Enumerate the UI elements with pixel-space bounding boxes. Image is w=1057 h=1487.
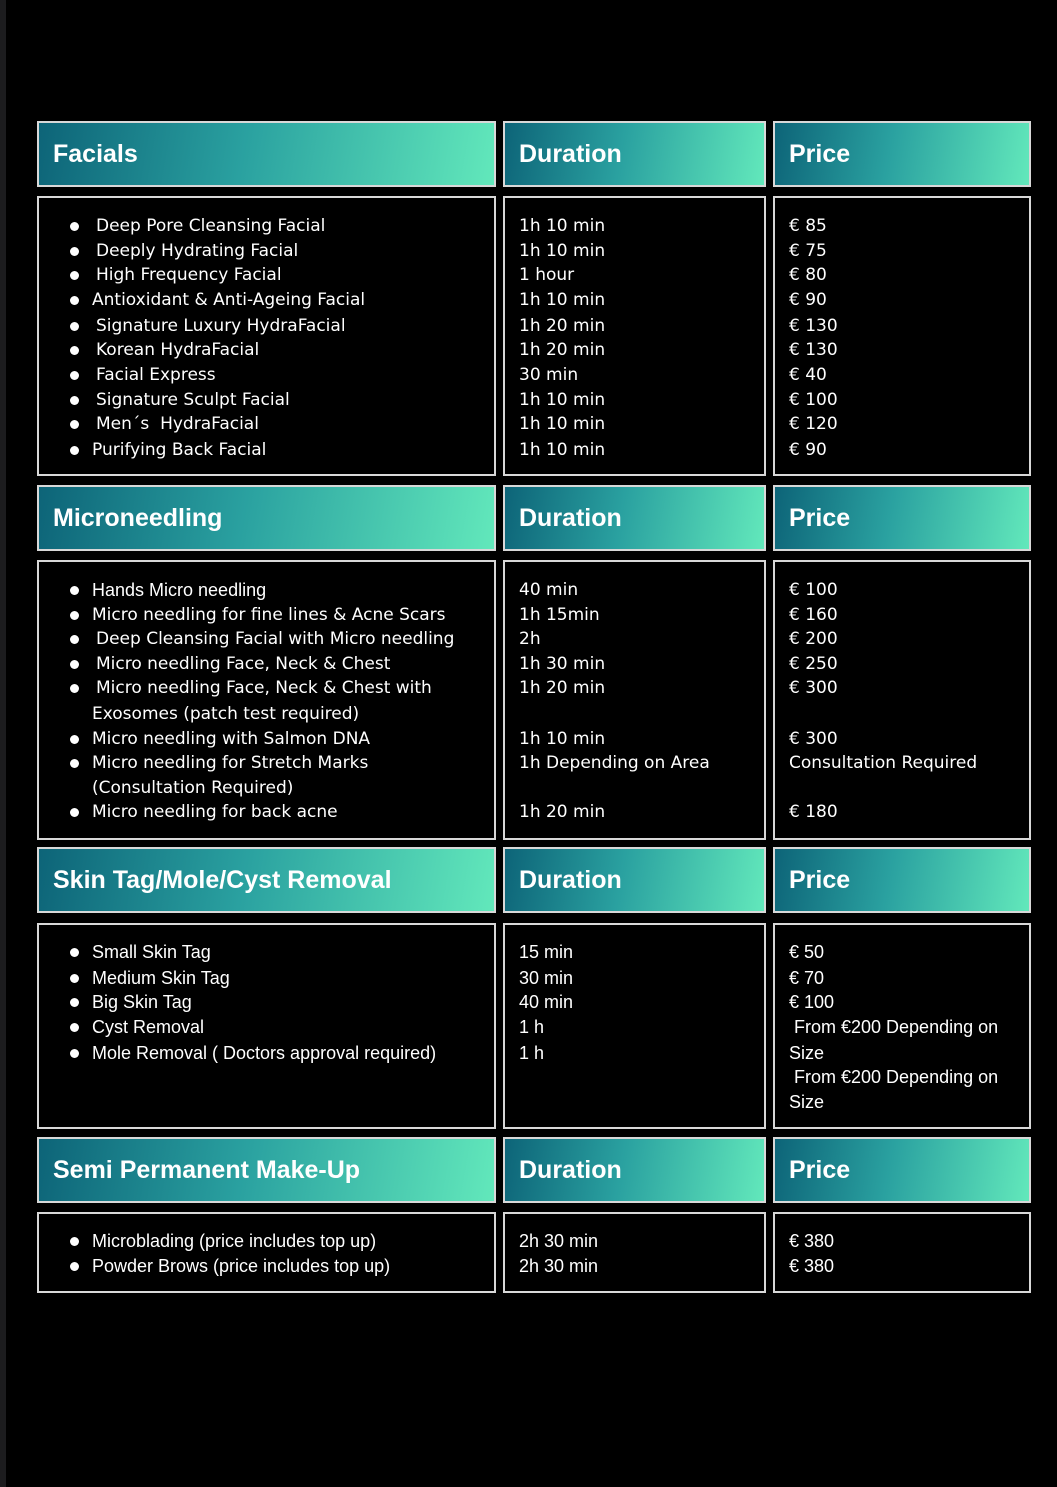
list-item: Hands Micro needling bbox=[39, 579, 494, 601]
price-value: € 180 bbox=[789, 802, 838, 822]
list-item: Micro needling for Stretch Marks bbox=[39, 752, 494, 774]
bullet-icon bbox=[70, 446, 79, 455]
list-item: High Frequency Facial bbox=[39, 264, 494, 286]
duration-value: 1 h bbox=[519, 1017, 545, 1037]
bullet-icon bbox=[70, 271, 79, 280]
duration-value: 1h 15min bbox=[519, 605, 600, 625]
microneedling-duration-box bbox=[503, 560, 766, 840]
duration-value: 1 h bbox=[519, 1043, 545, 1063]
facials-duration-header: Duration bbox=[503, 121, 766, 187]
list-item: Micro needling Face, Neck & Chest bbox=[39, 653, 494, 675]
duration-value: 1h 20 min bbox=[519, 678, 606, 698]
price-value: € 380 bbox=[789, 1256, 835, 1276]
bullet-icon bbox=[70, 322, 79, 331]
duration-value: 40 min bbox=[519, 992, 574, 1012]
pmu-price-box bbox=[773, 1212, 1031, 1293]
price-value: Consultation Required bbox=[789, 753, 978, 773]
list-item: Signature Luxury HydraFacial bbox=[39, 315, 494, 337]
facials-price-header: Price bbox=[773, 121, 1031, 187]
bullet-icon bbox=[70, 684, 79, 693]
skin-removal-duration-header: Duration bbox=[503, 847, 766, 913]
bullet-icon bbox=[70, 660, 79, 669]
list-item-continuation: Exosomes (patch test required) bbox=[92, 704, 360, 724]
price-value-continuation: Size bbox=[789, 1092, 825, 1112]
list-item: Deeply Hydrating Facial bbox=[39, 240, 494, 262]
list-item: Facial Express bbox=[39, 364, 494, 386]
price-value: € 130 bbox=[789, 340, 838, 360]
list-item: Antioxidant & Anti-Ageing Facial bbox=[39, 289, 494, 311]
pmu-duration-box bbox=[503, 1212, 766, 1293]
duration-value: 2h 30 min bbox=[519, 1256, 599, 1276]
duration-value: 1h Depending on Area bbox=[519, 753, 710, 773]
list-item: Powder Brows (price includes top up) bbox=[39, 1255, 494, 1277]
microneedling-header: Microneedling bbox=[37, 485, 496, 551]
bullet-icon bbox=[70, 735, 79, 744]
duration-value: 30 min bbox=[519, 968, 574, 988]
duration-value: 1h 10 min bbox=[519, 290, 606, 310]
facials-header: Facials bbox=[37, 121, 496, 187]
list-item: Men´s HydraFacial bbox=[39, 413, 494, 435]
duration-value: 1h 10 min bbox=[519, 414, 606, 434]
list-item: Purifying Back Facial bbox=[39, 439, 494, 461]
bullet-icon bbox=[70, 759, 79, 768]
price-value: € 80 bbox=[789, 265, 827, 285]
bullet-icon bbox=[70, 948, 79, 957]
price-value: € 40 bbox=[789, 365, 827, 385]
price-value-continuation: Size bbox=[789, 1043, 825, 1063]
price-value: € 300 bbox=[789, 729, 838, 749]
skin-removal-duration-box bbox=[503, 923, 766, 1129]
duration-value: 15 min bbox=[519, 942, 574, 962]
pmu-header: Semi Permanent Make-Up bbox=[37, 1137, 496, 1203]
list-item: Microblading (price includes top up) bbox=[39, 1230, 494, 1252]
list-item: Mole Removal ( Doctors approval required) bbox=[39, 1042, 494, 1064]
price-value: From €200 Depending on bbox=[789, 1067, 999, 1087]
pmu-duration-header: Duration bbox=[503, 1137, 766, 1203]
microneedling-duration-header: Duration bbox=[503, 485, 766, 551]
bullet-icon bbox=[70, 420, 79, 429]
price-value: € 100 bbox=[789, 580, 838, 600]
bullet-icon bbox=[70, 296, 79, 305]
skin-removal-price-header: Price bbox=[773, 847, 1031, 913]
bullet-icon bbox=[70, 974, 79, 983]
skin-removal-services-box bbox=[37, 923, 496, 1129]
price-value: € 300 bbox=[789, 678, 838, 698]
list-item: Medium Skin Tag bbox=[39, 967, 494, 989]
microneedling-services-box bbox=[37, 560, 496, 840]
price-value: € 75 bbox=[789, 241, 827, 261]
list-item: Big Skin Tag bbox=[39, 991, 494, 1013]
list-item: Micro needling for fine lines & Acne Scars bbox=[39, 604, 494, 626]
facials-duration-box bbox=[503, 196, 766, 476]
list-item: Cyst Removal bbox=[39, 1016, 494, 1038]
price-value: € 100 bbox=[789, 390, 838, 410]
bullet-icon bbox=[70, 371, 79, 380]
bullet-icon bbox=[70, 346, 79, 355]
duration-value: 1h 10 min bbox=[519, 216, 606, 236]
price-value: € 120 bbox=[789, 414, 838, 434]
price-value: € 380 bbox=[789, 1231, 835, 1251]
duration-value: 1h 20 min bbox=[519, 340, 606, 360]
bullet-icon bbox=[70, 1262, 79, 1271]
price-value: € 90 bbox=[789, 290, 827, 310]
pmu-price-header: Price bbox=[773, 1137, 1031, 1203]
duration-value: 1h 10 min bbox=[519, 440, 606, 460]
duration-value: 1h 20 min bbox=[519, 802, 606, 822]
price-value: € 160 bbox=[789, 605, 838, 625]
skin-removal-price-box bbox=[773, 923, 1031, 1129]
list-item: Small Skin Tag bbox=[39, 941, 494, 963]
price-value: € 200 bbox=[789, 629, 838, 649]
price-value: From €200 Depending on bbox=[789, 1017, 999, 1037]
bullet-icon bbox=[70, 998, 79, 1007]
pmu-services-box bbox=[37, 1212, 496, 1293]
duration-value: 1h 30 min bbox=[519, 654, 606, 674]
microneedling-price-box bbox=[773, 560, 1031, 840]
price-list-page bbox=[6, 0, 1057, 1487]
bullet-icon bbox=[70, 1237, 79, 1246]
microneedling-price-header: Price bbox=[773, 485, 1031, 551]
duration-value: 2h 30 min bbox=[519, 1231, 599, 1251]
duration-value: 30 min bbox=[519, 365, 579, 385]
price-value: € 100 bbox=[789, 992, 835, 1012]
list-item-continuation: (Consultation Required) bbox=[92, 778, 294, 798]
price-value: € 90 bbox=[789, 440, 827, 460]
price-value: € 70 bbox=[789, 968, 825, 988]
bullet-icon bbox=[70, 586, 79, 595]
list-item: Micro needling with Salmon DNA bbox=[39, 728, 494, 750]
price-value: € 130 bbox=[789, 316, 838, 336]
list-item: Deep Cleansing Facial with Micro needling bbox=[39, 628, 494, 650]
duration-value: 1 hour bbox=[519, 265, 575, 285]
bullet-icon bbox=[70, 396, 79, 405]
bullet-icon bbox=[70, 247, 79, 256]
bullet-icon bbox=[70, 1023, 79, 1032]
price-value: € 85 bbox=[789, 216, 827, 236]
bullet-icon bbox=[70, 222, 79, 231]
bullet-icon bbox=[70, 1049, 79, 1058]
list-item: Signature Sculpt Facial bbox=[39, 389, 494, 411]
duration-value: 1h 20 min bbox=[519, 316, 606, 336]
duration-value: 1h 10 min bbox=[519, 729, 606, 749]
price-value: € 50 bbox=[789, 942, 825, 962]
facials-services-box bbox=[37, 196, 496, 476]
duration-value: 2h bbox=[519, 629, 541, 649]
duration-value: 1h 10 min bbox=[519, 390, 606, 410]
list-item: Micro needling Face, Neck & Chest with bbox=[39, 677, 494, 699]
list-item: Korean HydraFacial bbox=[39, 339, 494, 361]
duration-value: 40 min bbox=[519, 580, 579, 600]
bullet-icon bbox=[70, 611, 79, 620]
skin-removal-header: Skin Tag/Mole/Cyst Removal bbox=[37, 847, 496, 913]
facials-price-box bbox=[773, 196, 1031, 476]
list-item: Deep Pore Cleansing Facial bbox=[39, 215, 494, 237]
duration-value: 1h 10 min bbox=[519, 241, 606, 261]
list-item: Micro needling for back acne bbox=[39, 801, 494, 823]
bullet-icon bbox=[70, 808, 79, 817]
bullet-icon bbox=[70, 635, 79, 644]
price-value: € 250 bbox=[789, 654, 838, 674]
